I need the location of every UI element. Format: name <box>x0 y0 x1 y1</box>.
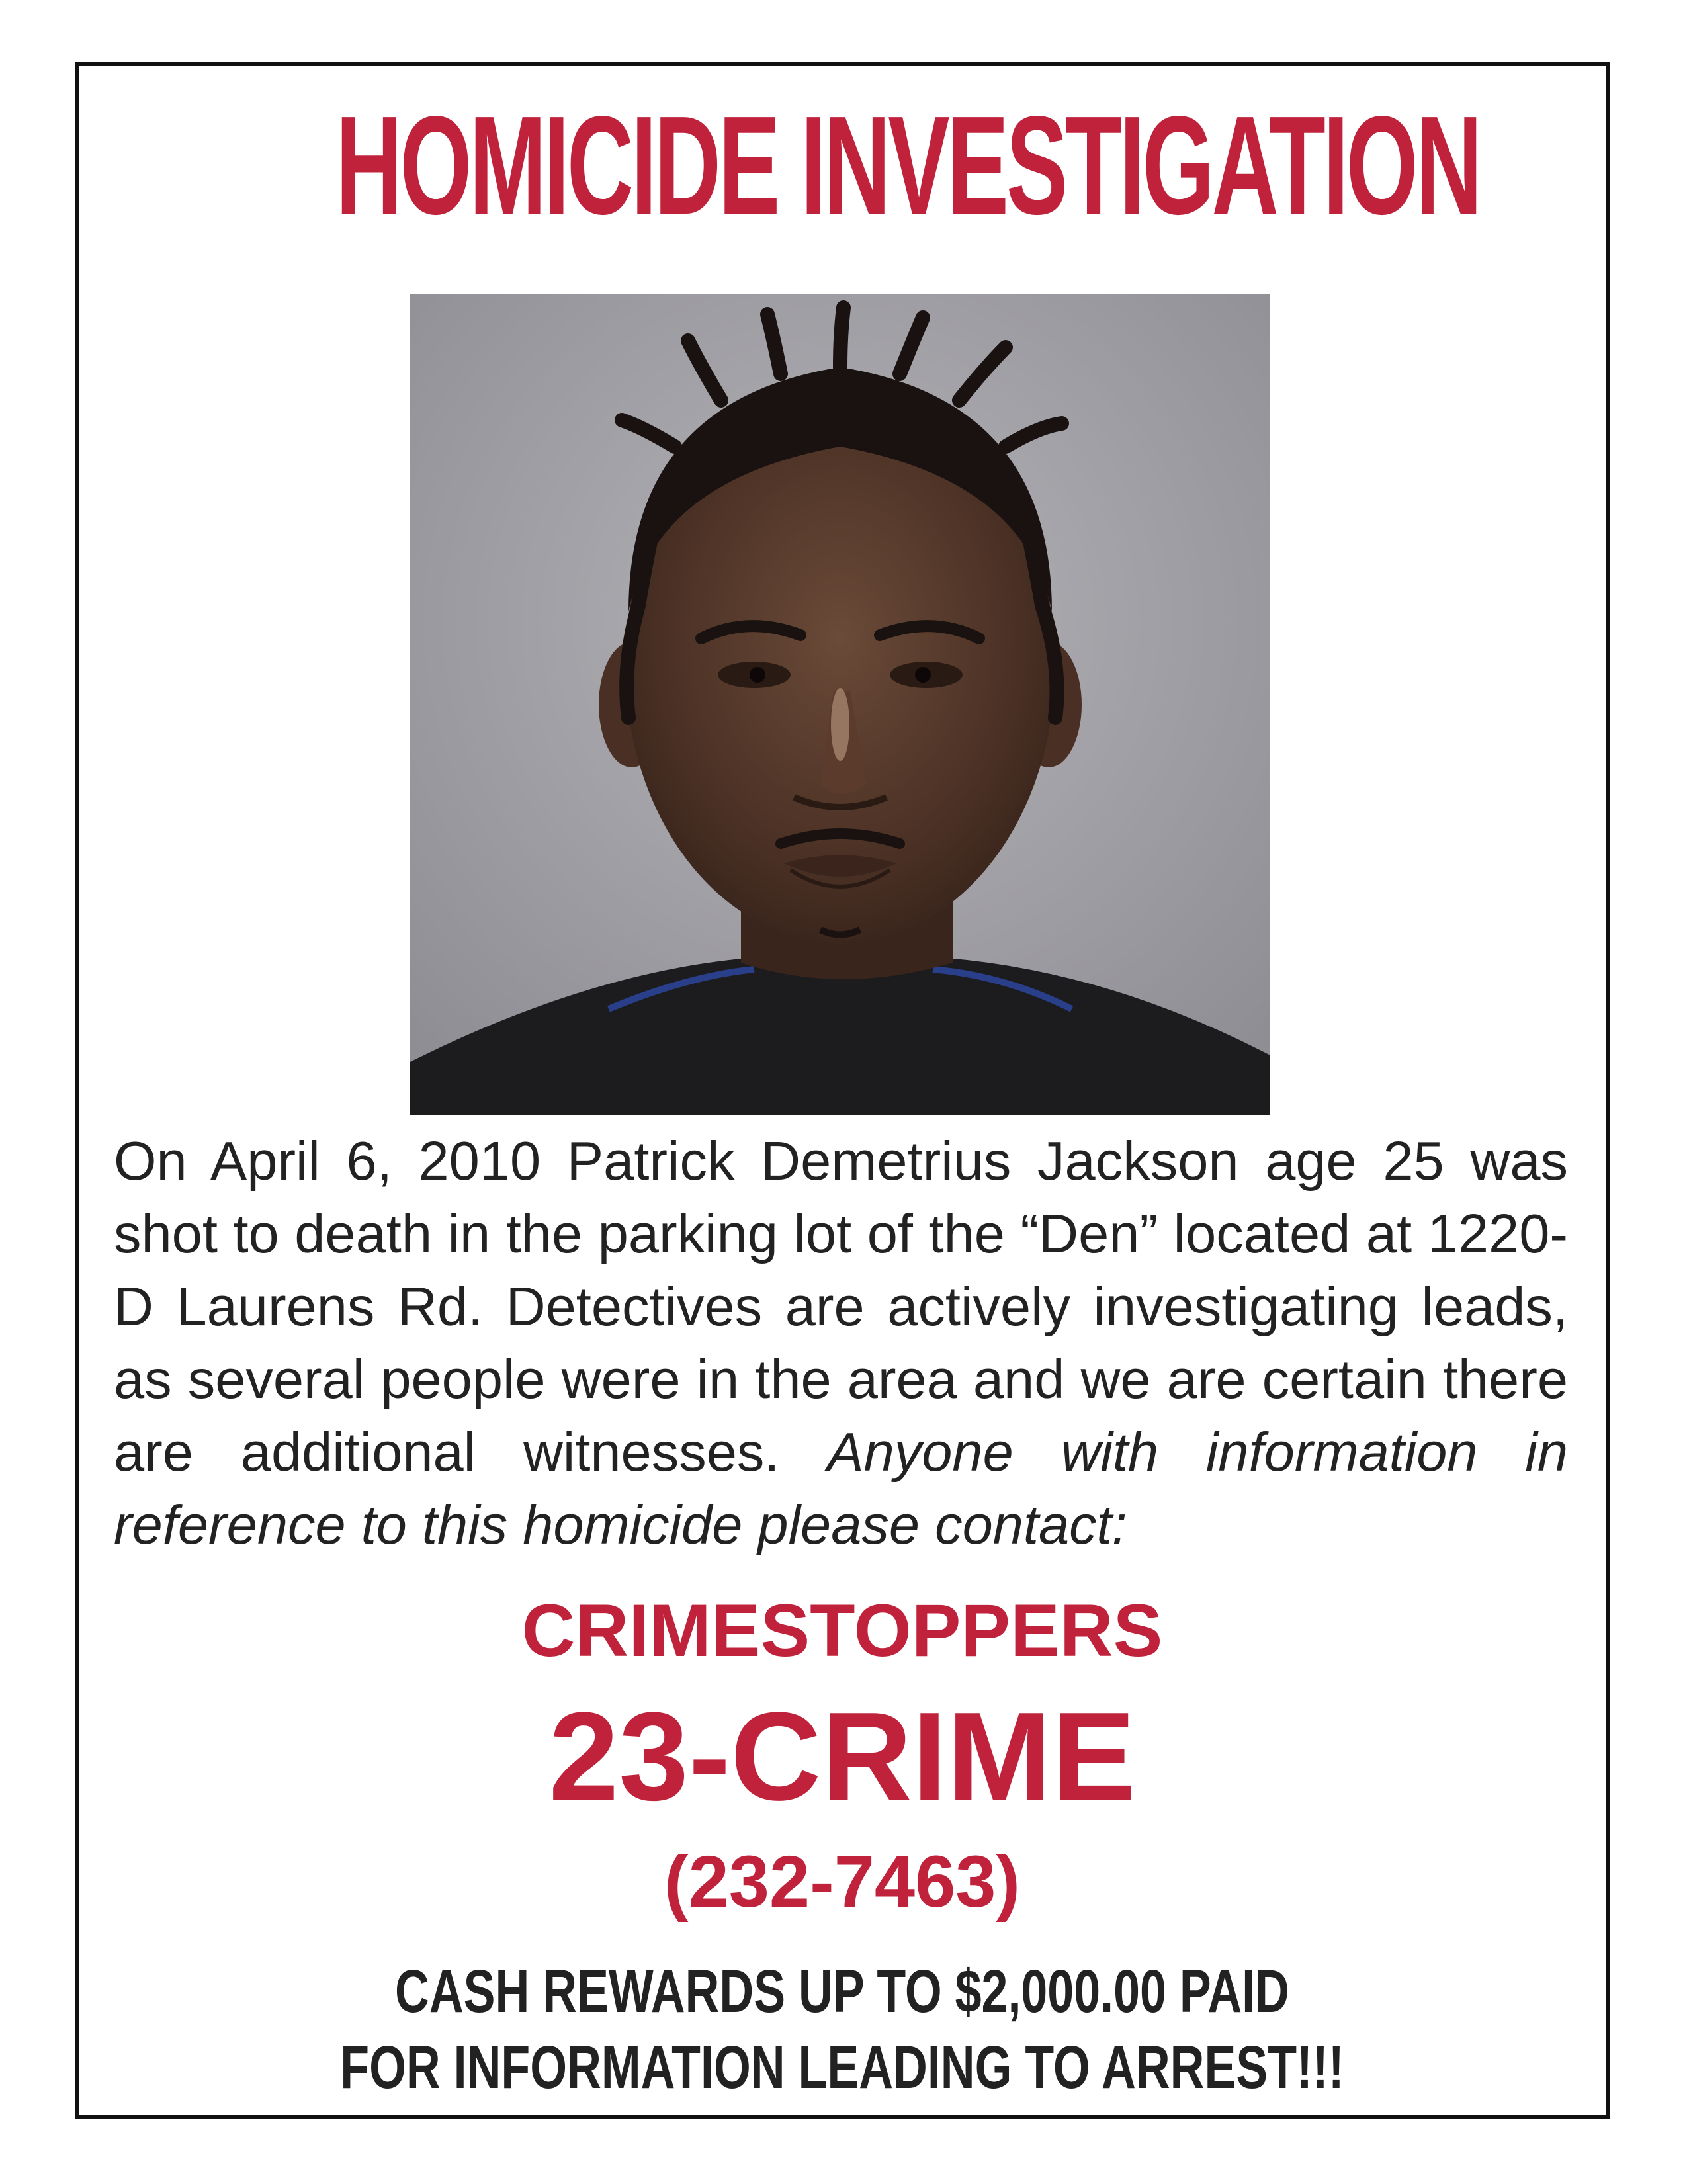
contact-org: CRIMESTOPPERS <box>521 1589 1163 1672</box>
reward-line-1: CASH REWARDS UP TO $2,000.00 PAID <box>395 1958 1289 2025</box>
contact-shortcode: 23-CRIME <box>548 1686 1136 1827</box>
incident-description-main: On April 6, 2010 Patrick Demetrius Jackson age 25 was shot to death in the parking lot of the “Den” located at 1220-D Laurens Rd. Detectives are actively investigating leads, as several people were in the area and we are certain there are additional witnesses. <box>114 1130 1568 1483</box>
incident-description <box>114 1125 1568 1561</box>
victim-photo <box>410 294 1270 1115</box>
incident-description-appeal: Anyone with information in reference to this homicide please contact: <box>114 1421 1568 1555</box>
reward-line-2: FOR INFORMATION LEADING TO ARREST!!! <box>340 2034 1344 2101</box>
contact-phone: (232-7463) <box>664 1841 1021 1923</box>
headline: HOMICIDE INVESTIGATION <box>335 87 1480 243</box>
